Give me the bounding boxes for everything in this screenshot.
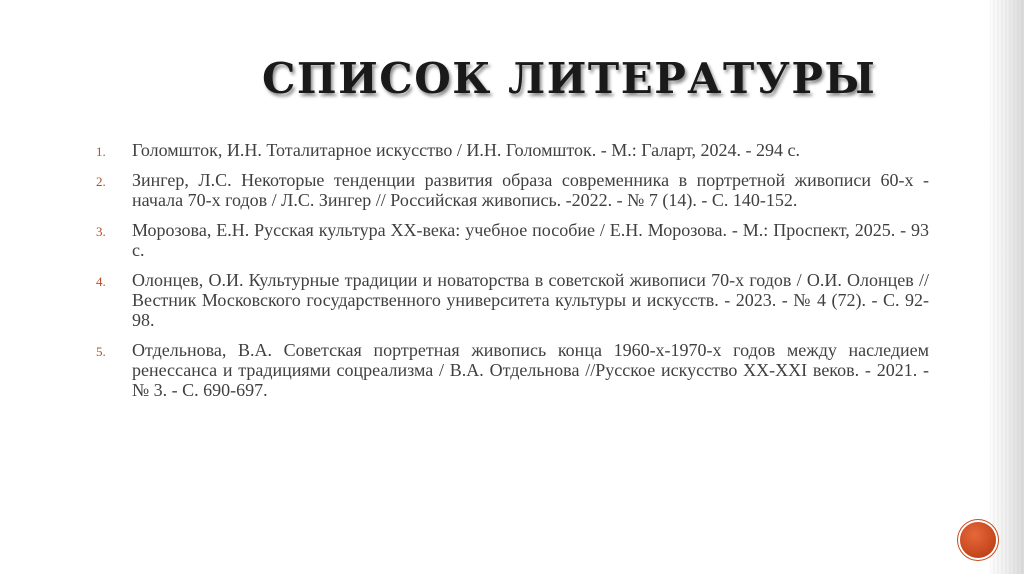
reference-text: Морозова, Е.Н. Русская культура XX-века: учебное пособие / Е.Н. Морозова. - М.: Проспект, 2025. - 93 с.	[132, 220, 929, 260]
reference-item-3	[96, 220, 929, 260]
reference-list	[96, 140, 929, 410]
reference-text: Олонцев, О.И. Культурные традиции и новаторства в советской живописи 70-х годов / О.И. Олонцев // Вестник Московского государственного университета культуры и искусств. - 2023. - № 4 (72). - С. 92-98.	[132, 270, 929, 330]
slide-badge-circle-icon	[960, 522, 996, 558]
paper-edge-strip	[990, 0, 1024, 574]
reference-text: Отдельнова, В.А. Советская портретная живопись конца 1960-х-1970-х годов между наследием ренессанса и традициями соцреализма / В.А. Отдельнова //Русское искусство XX-XXI веков. - 2021. - № 3. - С. 690-697.	[132, 340, 929, 400]
reference-number: 2.	[96, 174, 106, 189]
reference-item-4	[96, 270, 929, 330]
reference-text: Голомшток, И.Н. Тоталитарное искусство / И.Н. Голомшток. - М.: Галарт, 2024. - 294 с.	[132, 140, 801, 160]
reference-item-1	[96, 140, 929, 160]
reference-number: 4.	[96, 274, 106, 289]
reference-item-2	[96, 170, 929, 210]
reference-number: 1.	[96, 144, 106, 159]
reference-number: 5.	[96, 344, 106, 359]
reference-text: Зингер, Л.С. Некоторые тенденции развития образа современника в портретной живописи 60-х - начала 70-х годов / Л.С. Зингер // Российская живопись. -2022. - № 7 (14). - С. 140-152.	[132, 170, 929, 210]
reference-item-5	[96, 340, 929, 400]
reference-number: 3.	[96, 224, 106, 239]
slide-title: СПИСОК ЛИТЕРАТУРЫ	[262, 54, 877, 103]
